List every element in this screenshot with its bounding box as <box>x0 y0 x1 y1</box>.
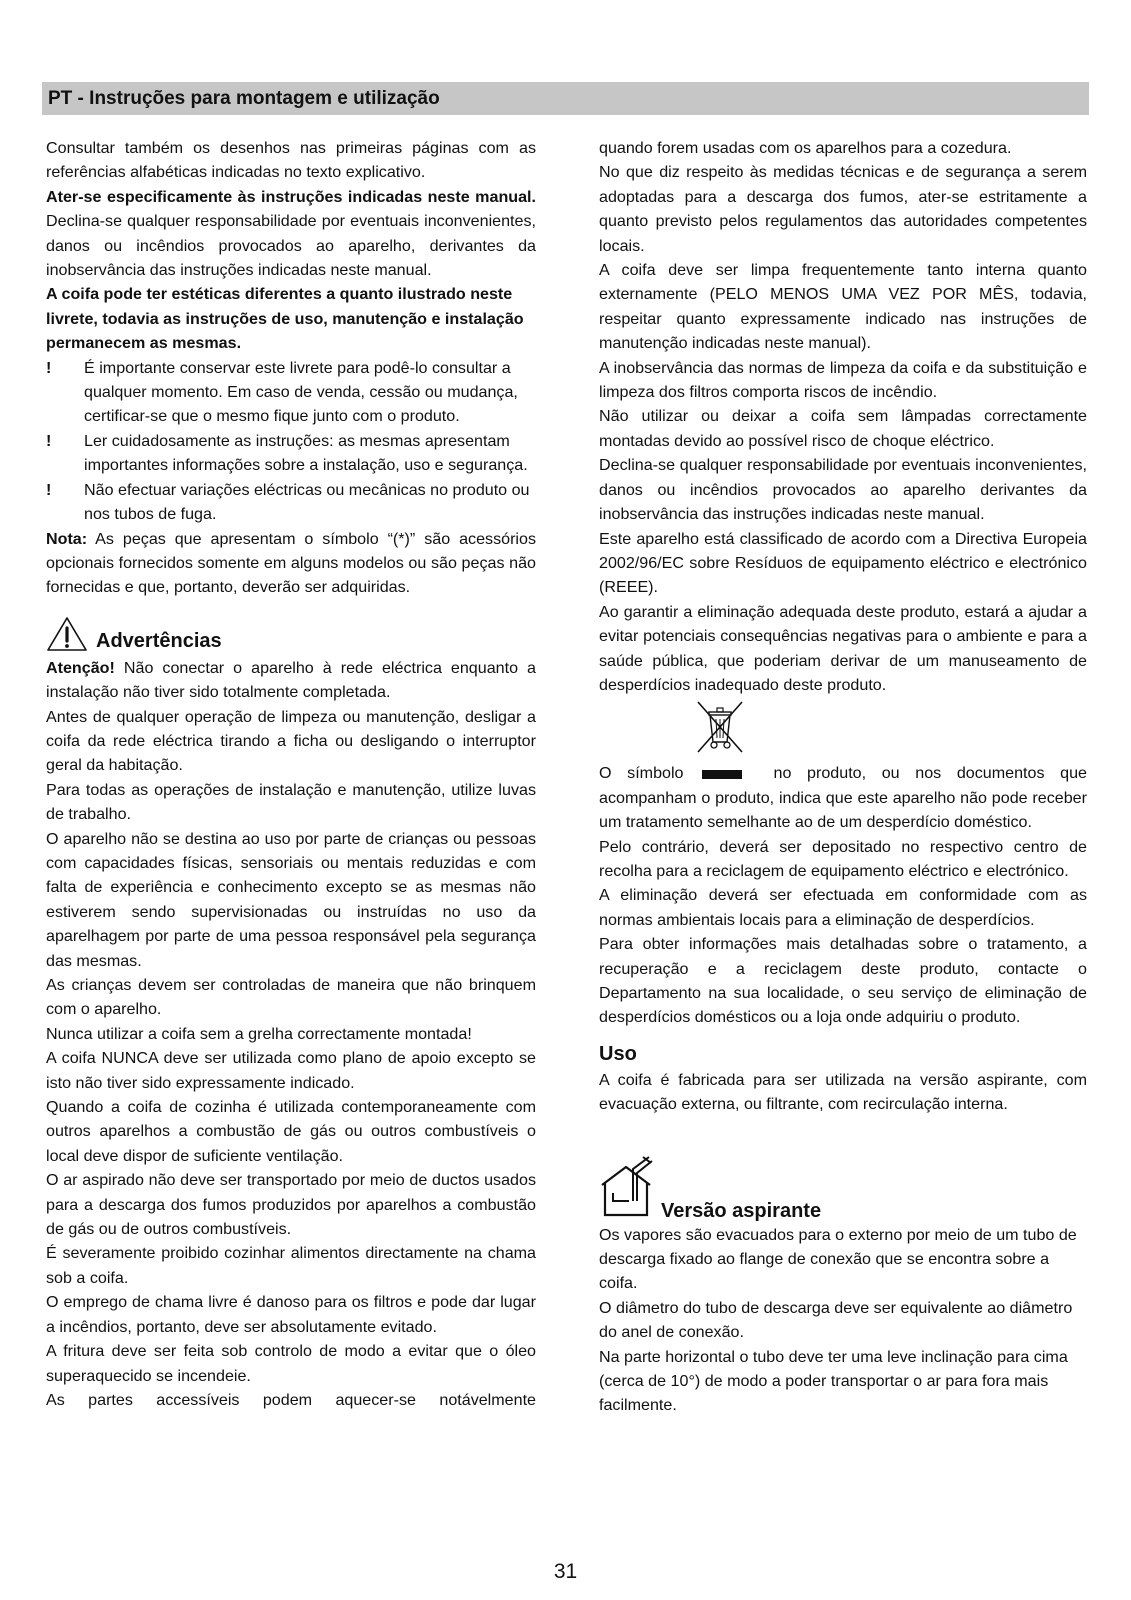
bullet-text: Não efectuar variações eléctricas ou mecânicas no produto ou nos tubos de fuga. <box>84 480 530 524</box>
body-paragraph: Pelo contrário, deverá ser depositado no respectivo centro de recolha para a reciclagem de equipamento eléctrico e electrónico. <box>599 837 1087 880</box>
body-paragraph: O ar aspirado não deve ser transportado por meio de ductos usados para a descarga dos fumos produzidos por aparelhos a combustão de gás ou de outros combustíveis. <box>46 1171 536 1239</box>
body-paragraph: quando forem usadas com os aparelhos para a cozedura. <box>599 139 1012 157</box>
body-paragraph: A coifa deve ser limpa frequentemente tanto interna quanto externamente (PELO MENOS UMA VEZ POR MÊS, todavia, respeitar quanto expressamente indicado nas instruções de manutenção indicadas neste manual). <box>599 261 1087 353</box>
warning-triangle-icon <box>46 616 88 652</box>
nota-label: Nota: <box>46 529 88 548</box>
body-paragraph: As crianças devem ser controladas de maneira que não brinquem com o aparelho. <box>46 976 536 1019</box>
strict-paragraph <box>46 185 536 283</box>
bullet-text: Ler cuidadosamente as instruções: as mesmas apresentam importantes informações sobre a instalação, uso e segurança. <box>84 431 528 475</box>
black-bar-symbol <box>702 770 742 779</box>
bullet-item <box>46 356 536 429</box>
symbol-after: no produto, ou nos documentos que acompanham o produto, indica que este aparelho não pode receber um tratamento semelhante ao de um desperdício doméstico. <box>599 764 1087 832</box>
nota-paragraph <box>46 527 536 600</box>
intro-paragraph: Consultar também os desenhos nas primeiras páginas com as referências alfabéticas indicadas no texto explicativo. <box>46 139 536 182</box>
aesthetics-paragraph: A coifa pode ter estéticas diferentes a quanto ilustrado neste livrete, todavia as instruções de uso, manutenção e instalação permanecem as mesmas. <box>46 285 524 353</box>
bullet-item <box>46 478 536 527</box>
page-number: 31 <box>553 1560 578 1583</box>
weee-symbol-area <box>599 697 1087 761</box>
bullet-mark: ! <box>46 480 52 499</box>
right-column <box>599 136 1087 1418</box>
atencao-text: Não conectar o aparelho à rede eléctrica enquanto a instalação não tiver sido totalmente completada. <box>46 658 536 702</box>
bullet-item <box>46 429 536 478</box>
body-paragraph: O emprego de chama livre é danoso para os filtros e pode dar lugar a incêndios, portanto, deve ser absolutamente evitado. <box>46 1293 536 1336</box>
body-paragraph: Quando a coifa de cozinha é utilizada contemporaneamente com outros aparelhos a combustão de gás ou outros combustíveis o local deve dispor de suficiente ventilação. <box>46 1098 536 1165</box>
symbol-before: O símbolo <box>599 764 684 783</box>
versao-heading <box>599 1155 1087 1223</box>
body-paragraph: É severamente proibido cozinhar alimentos directamente na chama sob a coifa. <box>46 1244 536 1287</box>
bullet-text: É importante conservar este livrete para podê-lo consultar a qualquer momento. Em caso de venda, cessão ou mudança, certificar-se que o mesmo fique junto com o produto. <box>84 358 518 426</box>
atencao-label: Atenção! <box>46 658 115 677</box>
body-paragraph: A inobservância das normas de limpeza da coifa e da substituição e limpeza dos filtros comporta riscos de incêndio. <box>599 358 1087 402</box>
body-paragraph: Não utilizar ou deixar a coifa sem lâmpadas correctamente montadas devido ao possível risco de choque eléctrico. <box>599 407 1087 450</box>
warnings-title: Advertências <box>96 629 222 652</box>
versao-paragraph: Os vapores são evacuados para o externo por meio de um tubo de descarga fixado ao flange de conexão que se encontra sobre a coifa. <box>599 1225 1077 1293</box>
body-paragraph: Ao garantir a eliminação adequada deste produto, estará a ajudar a evitar potenciais consequências negativas para o ambiente e para a saúde pública, que poderiam derivar de um manuseamento de desperdícios inadequado deste produto. <box>599 602 1087 694</box>
uso-title: Uso <box>599 1042 637 1065</box>
body-paragraph: A eliminação deverá ser efectuada em conformidade com as normas ambientais locais para a eliminação de desperdícios. <box>599 886 1087 929</box>
body-paragraph: Nunca utilizar a coifa sem a grelha correctamente montada! <box>46 1024 472 1043</box>
body-paragraph: Declina-se qualquer responsabilidade por eventuais inconvenientes, danos ou incêndios provocados ao aparelho derivantes da inobservância das instruções indicadas neste manual. <box>599 456 1087 524</box>
strict-bold: Ater-se especificamente às instruções indicadas neste manual. <box>46 187 536 206</box>
house-duct-icon <box>599 1155 659 1219</box>
atencao-paragraph <box>46 656 536 705</box>
body-paragraph: Este aparelho está classificado de acordo com a Directiva Europeia 2002/96/EC sobre Resíduos de equipamento eléctrico e electrónico (REEE). <box>599 529 1087 597</box>
bullet-mark: ! <box>46 358 52 377</box>
warnings-heading <box>46 616 536 656</box>
body-paragraph: O aparelho não se destina ao uso por parte de crianças ou pessoas com capacidades físicas, sensoriais ou mentais reduzidas e com falta de experiência e conhecimento excepto se as mesmas não estiverem sendo supervisionadas ou instruídas no uso da aparelhagem por parte de uma pessoa responsável pela segurança das mesmas. <box>46 829 536 970</box>
body-paragraph: Antes de qualquer operação de limpeza ou manutenção, desligar a coifa da rede eléctrica tirando a ficha ou desligando o interruptor geral da habitação. <box>46 707 536 775</box>
versao-paragraph: Na parte horizontal o tubo deve ter uma leve inclinação para cima (cerca de 10°) de modo a poder transportar o ar para fora mais facilmente. <box>599 1347 1068 1415</box>
page-title: PT - Instruções para montagem e utilização <box>48 88 440 109</box>
body-paragraph: A coifa NUNCA deve ser utilizada como plano de apoio excepto se isto não tiver sido expressamente indicado. <box>46 1049 536 1092</box>
body-paragraph: No que diz respeito às medidas técnicas e de segurança a serem adoptadas para a descarga dos fumos, ater-se estritamente a quanto previsto pelos regulamentos das autoridades competentes locais. <box>599 163 1087 255</box>
bullet-mark: ! <box>46 431 52 450</box>
symbol-paragraph <box>599 761 1087 834</box>
uso-paragraph: A coifa é fabricada para ser utilizada na versão aspirante, com evacuação externa, ou filtrante, com recirculação interna. <box>599 1070 1087 1114</box>
body-paragraph: A fritura deve ser feita sob controlo de modo a evitar que o óleo superaquecido se incendeie. <box>46 1342 536 1385</box>
nota-text: As peças que apresentam o símbolo “(*)” são acessórios opcionais fornecidos somente em alguns modelos ou são peças não fornecidas e que, portanto, deverão ser adquiridas. <box>46 529 536 597</box>
versao-title: Versão aspirante <box>661 1199 822 1222</box>
body-paragraph: As partes accessíveis podem aquecer-se notávelmente <box>46 1390 536 1409</box>
section-header <box>42 82 1089 115</box>
versao-paragraph: O diâmetro do tubo de descarga deve ser equivalente ao diâmetro do anel de conexão. <box>599 1298 1073 1342</box>
left-column <box>46 136 536 1412</box>
uso-heading <box>599 1042 1087 1068</box>
body-paragraph: Para obter informações mais detalhadas sobre o tratamento, a recuperação e a reciclagem deste produto, contacte o Departamento na sua localidade, o seu serviço de eliminação de desperdícios domésticos ou a loja onde adquiriu o produto. <box>599 935 1087 1027</box>
body-paragraph: Para todas as operações de instalação e manutenção, utilize luvas de trabalho. <box>46 780 536 824</box>
crossed-out-wheelie-bin-icon <box>694 700 746 756</box>
strict-rest: Declina-se qualquer responsabilidade por eventuais inconvenientes, danos ou incêndios provocados ao aparelho, derivantes da inobservância das instruções indicadas neste manual. <box>46 212 536 280</box>
